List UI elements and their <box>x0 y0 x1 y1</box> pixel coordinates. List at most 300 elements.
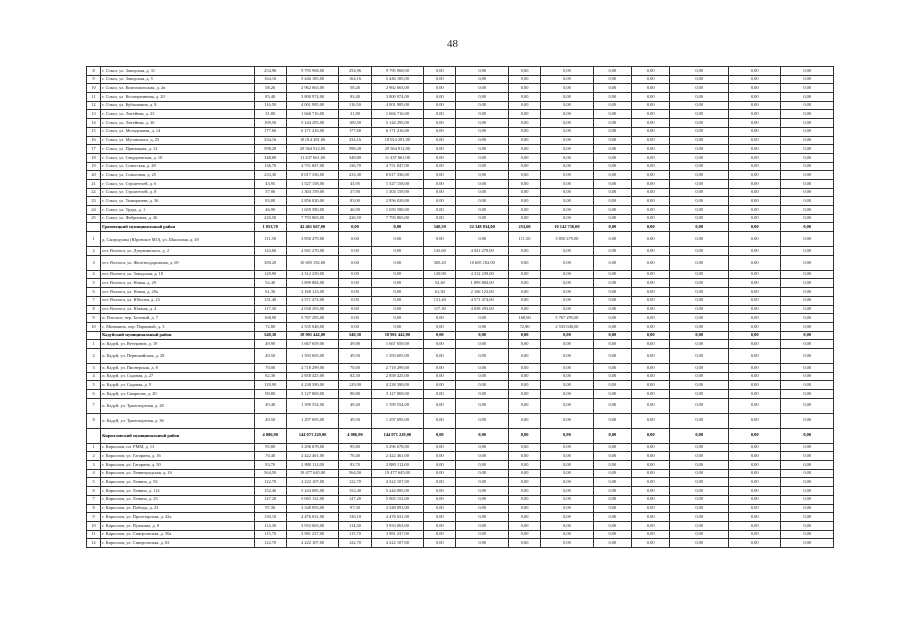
value-cell: 4 086,90 <box>254 428 286 443</box>
value-cell: 598,28 <box>254 145 286 154</box>
district-name: Кирилловский муниципальный район <box>101 428 254 443</box>
row-number: 9 <box>87 513 101 522</box>
value-cell: 0,00 <box>632 223 670 232</box>
value-cell: 0,00 <box>508 452 540 461</box>
value-cell: 111,50 <box>254 232 286 247</box>
value-cell: 3 127 869,00 <box>286 390 338 399</box>
value-cell: 0,00 <box>424 413 456 428</box>
value-cell: 0,00 <box>781 296 834 305</box>
value-cell: 0,00 <box>541 539 593 548</box>
value-cell: 0,00 <box>670 487 729 496</box>
value-cell: 0,00 <box>728 314 780 323</box>
value-cell: 0,00 <box>508 153 540 162</box>
value-cell: 0,00 <box>632 539 670 548</box>
value-cell: 0,00 <box>728 452 780 461</box>
value-cell: 0,00 <box>541 188 593 197</box>
value-cell: 0,00 <box>781 75 834 84</box>
table-row <box>87 179 834 188</box>
value-cell: 4 312 239,00 <box>286 270 338 279</box>
value-cell: 0,00 <box>424 478 456 487</box>
value-cell: 5 446 185,00 <box>371 75 423 84</box>
value-cell: 0,00 <box>593 305 631 314</box>
value-cell: 0,00 <box>632 197 670 206</box>
value-cell: 0,00 <box>670 162 729 171</box>
value-cell: 3 850 479,00 <box>286 232 338 247</box>
row-number: 9 <box>87 314 101 323</box>
value-cell: 115,70 <box>339 530 371 539</box>
value-cell: 3 296 678,00 <box>371 443 423 452</box>
value-cell: 9 795 968,00 <box>371 67 423 76</box>
value-cell: 0,00 <box>593 119 631 128</box>
value-cell: 0,00 <box>728 206 780 215</box>
value-cell: 0,00 <box>593 288 631 297</box>
value-cell: 0,00 <box>593 452 631 461</box>
row-number: 13 <box>87 110 101 119</box>
value-cell: 0,00 <box>424 390 456 399</box>
value-cell: 0,00 <box>781 232 834 247</box>
value-cell: 0,00 <box>424 127 456 136</box>
value-cell: 0,00 <box>541 363 593 372</box>
value-cell: 0,00 <box>670 288 729 297</box>
value-cell: 0,00 <box>541 504 593 513</box>
value-cell: 5 446 185,00 <box>286 75 338 84</box>
address-cell: г. Сокол, ул. Труда, д. 1 <box>101 206 254 215</box>
value-cell: 2 166 123,00 <box>456 288 508 297</box>
value-cell: 0,00 <box>728 443 780 452</box>
value-cell: 0,00 <box>670 206 729 215</box>
value-cell: 0,00 <box>781 443 834 452</box>
value-cell: 120,90 <box>254 270 286 279</box>
value-cell: 0,00 <box>456 101 508 110</box>
value-cell: 5 065 152,00 <box>371 495 423 504</box>
value-cell: 0,00 <box>456 469 508 478</box>
value-cell: 0,00 <box>593 188 631 197</box>
value-cell: 0,00 <box>632 179 670 188</box>
table-row <box>87 390 834 399</box>
value-cell: 0,00 <box>781 270 834 279</box>
value-cell: 0,00 <box>508 372 540 381</box>
value-cell: 5 244 085,00 <box>286 487 338 496</box>
value-cell: 0,00 <box>541 331 593 340</box>
address-cell: г. Сокол, ул. Строителей, д. 8 <box>101 188 254 197</box>
value-cell: 0,00 <box>781 188 834 197</box>
value-cell: 0,00 <box>541 443 593 452</box>
value-cell: 117,30 <box>254 305 286 314</box>
value-cell: 0,00 <box>728 214 780 223</box>
value-cell: 233,30 <box>339 171 371 180</box>
table-row <box>87 162 834 171</box>
value-cell: 70,40 <box>339 452 371 461</box>
table-row <box>87 363 834 372</box>
value-cell: 0,00 <box>781 478 834 487</box>
value-cell: 0,00 <box>728 530 780 539</box>
value-cell: 0,00 <box>541 530 593 539</box>
value-cell: 0,00 <box>670 504 729 513</box>
table-row <box>87 469 834 478</box>
value-cell: 0,00 <box>632 452 670 461</box>
value-cell: 0,00 <box>728 171 780 180</box>
row-number: 5 <box>87 478 101 487</box>
value-cell: 0,00 <box>632 75 670 84</box>
district-name: Грязовецкий муниципальный район <box>101 223 254 232</box>
table-row <box>87 75 834 84</box>
address-cell: г. Сокол, ул. Тимирязева, д. 36 <box>101 197 254 206</box>
value-cell: 0,00 <box>632 110 670 119</box>
table-row <box>87 84 834 93</box>
address-cell: пгт. Вохтога, ул. Железнодорожная, д. 69 <box>101 255 254 270</box>
row-number: 22 <box>87 188 101 197</box>
value-cell: 0,00 <box>670 331 729 340</box>
value-cell: 0,00 <box>670 145 729 154</box>
row-number <box>87 428 101 443</box>
value-cell: 0,00 <box>781 110 834 119</box>
value-cell: 0,00 <box>424 521 456 530</box>
value-cell: 0,00 <box>781 101 834 110</box>
value-cell: 4 222 107,00 <box>371 478 423 487</box>
table-group-row <box>87 428 834 443</box>
row-number: 15 <box>87 127 101 136</box>
row-number: 10 <box>87 322 101 331</box>
row-number: 6 <box>87 288 101 297</box>
address-cell: г. Сокол, ул. Комсомольская, д. 2в <box>101 84 254 93</box>
value-cell: 0,00 <box>508 443 540 452</box>
address-cell: г. Кириллов, ул. Гагарина, д. 50 <box>101 461 254 470</box>
value-cell: 10 605 182,00 <box>286 255 338 270</box>
value-cell: 0,00 <box>456 413 508 428</box>
value-cell: 0,00 <box>728 197 780 206</box>
value-cell: 6 171 216,00 <box>371 127 423 136</box>
value-cell: 0,00 <box>339 322 371 331</box>
value-cell: 0,00 <box>593 171 631 180</box>
value-cell: 348,80 <box>254 153 286 162</box>
value-cell: 6 171 216,00 <box>286 127 338 136</box>
value-cell: 0,00 <box>593 214 631 223</box>
row-number: 7 <box>87 398 101 413</box>
table-row <box>87 171 834 180</box>
table-row <box>87 381 834 390</box>
address-cell: пгт. Вохтога, ул. Южная, д. 4 <box>101 305 254 314</box>
value-cell: 0,00 <box>508 188 540 197</box>
value-cell: 0,00 <box>632 478 670 487</box>
value-cell: 0,00 <box>424 75 456 84</box>
value-cell: 0,00 <box>456 381 508 390</box>
value-cell: 70,40 <box>254 452 286 461</box>
value-cell: 0,00 <box>632 461 670 470</box>
value-cell: 0,00 <box>632 153 670 162</box>
value-cell: 0,00 <box>541 279 593 288</box>
value-cell: 120,90 <box>424 270 456 279</box>
value-cell: 4 001 985,00 <box>371 101 423 110</box>
value-cell: 0,00 <box>456 67 508 76</box>
value-cell: 2 535 048,00 <box>286 322 338 331</box>
value-cell: 0,00 <box>593 428 631 443</box>
value-cell: 0,00 <box>456 206 508 215</box>
value-cell: 0,00 <box>371 288 423 297</box>
value-cell: 3 348 093,00 <box>286 504 338 513</box>
value-cell: 0,00 <box>593 469 631 478</box>
value-cell: 0,00 <box>508 521 540 530</box>
address-cell: п. Кадуй, ул. Транспортная, д. 28 <box>101 398 254 413</box>
table-row <box>87 322 834 331</box>
value-cell: 0,00 <box>670 110 729 119</box>
table-row <box>87 188 834 197</box>
value-cell: 58,26 <box>254 84 286 93</box>
value-cell: 72,80 <box>508 322 540 331</box>
value-cell: 0,00 <box>339 305 371 314</box>
value-cell: 115,70 <box>254 530 286 539</box>
value-cell: 0,00 <box>781 452 834 461</box>
value-cell: 4 941 270,00 <box>286 247 338 256</box>
value-cell: 0,00 <box>632 279 670 288</box>
value-cell: 122,70 <box>254 478 286 487</box>
address-cell: г. Кириллов, ул. Пролетарская, д. 42а <box>101 513 254 522</box>
value-cell: 168,90 <box>508 314 540 323</box>
value-cell: 0,00 <box>670 119 729 128</box>
value-cell: 31,80 <box>254 110 286 119</box>
value-cell: 0,00 <box>728 372 780 381</box>
table-row <box>87 314 834 323</box>
value-cell: 0,00 <box>728 67 780 76</box>
table-group-row <box>87 331 834 340</box>
address-cell: г. Сокол, ул. Литейная, д. 36 <box>101 119 254 128</box>
value-cell: 4 751 847,00 <box>371 162 423 171</box>
row-number <box>87 331 101 340</box>
value-cell: 0,00 <box>541 270 593 279</box>
value-cell: 0,00 <box>456 84 508 93</box>
value-cell: 129,90 <box>339 381 371 390</box>
value-cell: 4 571 474,00 <box>456 296 508 305</box>
value-cell: 0,00 <box>728 288 780 297</box>
table-row <box>87 452 834 461</box>
value-cell: 0,00 <box>593 530 631 539</box>
value-cell: 0,00 <box>781 348 834 363</box>
value-cell: 130,10 <box>339 513 371 522</box>
value-cell: 4 751 847,00 <box>286 162 338 171</box>
value-cell: 0,00 <box>424 348 456 363</box>
value-cell: 83,00 <box>339 197 371 206</box>
value-cell: 0,00 <box>781 428 834 443</box>
value-cell: 0,00 <box>593 247 631 256</box>
row-number: 17 <box>87 145 101 154</box>
row-number: 2 <box>87 247 101 256</box>
address-cell: г. Сокол, ул. Молодежная, д. 14 <box>101 127 254 136</box>
value-cell: 0,00 <box>508 171 540 180</box>
value-cell: 0,00 <box>541 348 593 363</box>
value-cell: 0,00 <box>456 93 508 102</box>
value-cell: 18 901 442,00 <box>371 331 423 340</box>
table-row <box>87 136 834 145</box>
value-cell: 0,00 <box>424 206 456 215</box>
value-cell: 1 666 716,00 <box>286 110 338 119</box>
value-cell: 0,00 <box>339 279 371 288</box>
value-cell: 11 437 661,00 <box>286 153 338 162</box>
value-cell: 0,00 <box>541 197 593 206</box>
value-cell: 0,00 <box>541 478 593 487</box>
value-cell: 0,00 <box>781 413 834 428</box>
value-cell: 0,00 <box>728 487 780 496</box>
value-cell: 0,00 <box>632 214 670 223</box>
value-cell: 10 605 182,00 <box>456 255 508 270</box>
value-cell: 0,00 <box>670 530 729 539</box>
value-cell: 0,00 <box>632 270 670 279</box>
value-cell: 4 001 985,00 <box>286 101 338 110</box>
value-cell: 0,00 <box>728 363 780 372</box>
value-cell: 0,00 <box>508 363 540 372</box>
value-cell: 0,00 <box>670 314 729 323</box>
value-cell: 0,00 <box>593 145 631 154</box>
value-cell: 0,00 <box>541 93 593 102</box>
value-cell: 0,00 <box>508 197 540 206</box>
value-cell: 0,00 <box>781 390 834 399</box>
table-row <box>87 443 834 452</box>
value-cell: 0,00 <box>632 530 670 539</box>
value-cell: 0,00 <box>670 478 729 487</box>
value-cell: 540,30 <box>254 331 286 340</box>
row-number: 1 <box>87 232 101 247</box>
table-row <box>87 513 834 522</box>
value-cell: 122,70 <box>339 478 371 487</box>
value-cell: 0,00 <box>593 270 631 279</box>
value-cell: 0,00 <box>508 487 540 496</box>
value-cell: 0,00 <box>632 93 670 102</box>
value-cell: 0,00 <box>670 93 729 102</box>
table-row <box>87 340 834 349</box>
table-row <box>87 504 834 513</box>
value-cell: 0,00 <box>593 67 631 76</box>
value-cell: 4 312 239,00 <box>456 270 508 279</box>
value-cell: 0,00 <box>781 247 834 256</box>
value-cell: 0,00 <box>781 305 834 314</box>
row-number: 3 <box>87 461 101 470</box>
value-cell: 0,00 <box>670 296 729 305</box>
value-cell: 144 071 229,00 <box>286 428 338 443</box>
value-cell: 0,00 <box>670 153 729 162</box>
value-cell: 0,00 <box>632 513 670 522</box>
value-cell: 5 144 295,00 <box>371 119 423 128</box>
value-cell: 0,00 <box>670 452 729 461</box>
value-cell: 0,00 <box>781 398 834 413</box>
value-cell: 114,30 <box>254 521 286 530</box>
value-cell: 0,00 <box>781 363 834 372</box>
value-cell: 0,00 <box>456 530 508 539</box>
value-cell: 0,00 <box>632 127 670 136</box>
value-cell: 0,00 <box>424 162 456 171</box>
value-cell: 0,00 <box>541 127 593 136</box>
value-cell: 0,00 <box>541 101 593 110</box>
value-cell: 0,00 <box>632 247 670 256</box>
value-cell: 0,00 <box>508 162 540 171</box>
value-cell: 3 800 974,00 <box>371 93 423 102</box>
value-cell: 0,00 <box>728 179 780 188</box>
value-cell: 0,00 <box>781 322 834 331</box>
value-cell: 49,50 <box>339 413 371 428</box>
value-cell: 0,00 <box>781 145 834 154</box>
value-cell: 0,00 <box>508 110 540 119</box>
value-cell: 5 767 295,00 <box>286 314 338 323</box>
address-cell: г. Сокол, ул. Заводская, д. 5 <box>101 75 254 84</box>
value-cell: 0,00 <box>456 110 508 119</box>
value-cell: 300,20 <box>424 255 456 270</box>
value-cell: 52,40 <box>254 279 286 288</box>
value-cell: 95,80 <box>254 443 286 452</box>
value-cell: 0,00 <box>670 413 729 428</box>
value-cell: 82,30 <box>339 372 371 381</box>
address-cell: пгт. Вохтога, ул. Заводская, д. 18 <box>101 270 254 279</box>
row-number: 5 <box>87 279 101 288</box>
row-number: 4 <box>87 372 101 381</box>
value-cell: 0,00 <box>670 67 729 76</box>
address-cell: г. Сокол, ул. Примацкая, д. 12 <box>101 145 254 154</box>
value-cell: 0,00 <box>670 247 729 256</box>
value-cell: 0,00 <box>541 67 593 76</box>
value-cell: 83,70 <box>254 461 286 470</box>
value-cell: 0,00 <box>456 521 508 530</box>
value-cell: 0,00 <box>728 153 780 162</box>
value-cell: 0,00 <box>728 110 780 119</box>
table-group-row <box>87 223 834 232</box>
value-cell: 0,00 <box>670 469 729 478</box>
address-cell: п. Кадуй, ул. Смирнова, д. 20 <box>101 390 254 399</box>
value-cell: 0,00 <box>541 413 593 428</box>
row-number: 1 <box>87 340 101 349</box>
table-row <box>87 206 834 215</box>
value-cell: 0,00 <box>728 495 780 504</box>
value-cell: 0,00 <box>670 390 729 399</box>
value-cell: 131,40 <box>424 296 456 305</box>
value-cell: 0,00 <box>781 223 834 232</box>
value-cell: 3 850 479,00 <box>541 232 593 247</box>
value-cell: 0,00 <box>728 340 780 349</box>
value-cell: 2 166 123,00 <box>286 288 338 297</box>
value-cell: 0,00 <box>593 279 631 288</box>
value-cell: 19 477 645,00 <box>371 469 423 478</box>
value-cell: 43,95 <box>339 179 371 188</box>
value-cell: 1 667 659,00 <box>286 340 338 349</box>
value-cell: 0,00 <box>541 206 593 215</box>
value-cell: 1 899 884,00 <box>286 279 338 288</box>
value-cell: 0,00 <box>339 270 371 279</box>
table-row <box>87 372 834 381</box>
value-cell: 2 856 020,00 <box>371 197 423 206</box>
value-cell: 0,00 <box>670 179 729 188</box>
value-cell: 0,00 <box>541 390 593 399</box>
value-cell: 3 981 237,00 <box>371 530 423 539</box>
table-row <box>87 348 834 363</box>
table-row <box>87 539 834 548</box>
value-cell: 4 086,90 <box>339 428 371 443</box>
value-cell: 0,00 <box>593 179 631 188</box>
value-cell: 0,00 <box>781 521 834 530</box>
value-cell: 143,60 <box>254 247 286 256</box>
value-cell: 43,95 <box>254 179 286 188</box>
value-cell: 0,00 <box>670 340 729 349</box>
value-cell: 0,00 <box>371 322 423 331</box>
value-cell: 0,00 <box>670 363 729 372</box>
value-cell: 0,00 <box>632 305 670 314</box>
value-cell: 143,60 <box>424 247 456 256</box>
value-cell: 52,40 <box>424 279 456 288</box>
value-cell: 0,00 <box>508 428 540 443</box>
address-cell: г. Кириллов, ул. Ленина, д. 114 <box>101 487 254 496</box>
value-cell: 22 348 834,00 <box>456 223 508 232</box>
value-cell: 1 297 695,00 <box>286 413 338 428</box>
row-number: 6 <box>87 390 101 399</box>
value-cell: 0,00 <box>728 513 780 522</box>
value-cell: 3 348 093,00 <box>371 504 423 513</box>
table-row <box>87 530 834 539</box>
address-cell: г. Сокол, ул. Литейная, д. 23 <box>101 110 254 119</box>
value-cell: 1 667 659,00 <box>371 340 423 349</box>
